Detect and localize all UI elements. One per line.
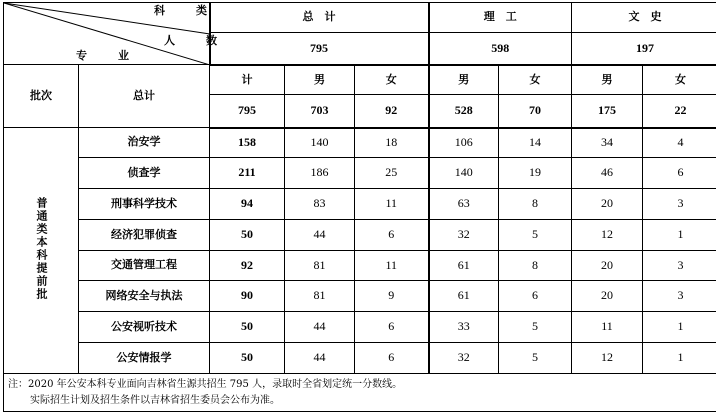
sum-science-female: 70 — [499, 95, 572, 128]
batch-name-cell — [4, 128, 79, 374]
cell-arts-female: 3 — [643, 281, 716, 312]
header-row-3 — [4, 65, 716, 95]
table-row — [4, 128, 716, 158]
column-group-arts: 文 史 — [572, 3, 716, 33]
header-row-1 — [4, 3, 716, 33]
major-name: 网络安全与执法 — [79, 281, 210, 312]
cell-male: 44 — [285, 312, 355, 343]
cell-science-female: 8 — [499, 251, 572, 281]
cell-female: 6 — [355, 343, 429, 374]
sub-header-science-female: 女 — [499, 65, 572, 95]
table-row — [4, 251, 716, 281]
major-name: 治安学 — [79, 128, 210, 158]
diagonal-label-category: 科 类 — [154, 4, 217, 17]
diagonal-label-major: 专 业 — [76, 49, 139, 62]
cell-arts-male: 34 — [572, 128, 643, 158]
sum-female: 92 — [355, 95, 429, 128]
cell-total: 90 — [210, 281, 285, 312]
table-row — [4, 220, 716, 251]
sub-header-arts-female: 女 — [643, 65, 716, 95]
major-name: 公安情报学 — [79, 343, 210, 374]
cell-arts-female: 3 — [643, 189, 716, 220]
total-header: 总计 — [79, 65, 210, 128]
cell-science-female: 5 — [499, 220, 572, 251]
cell-arts-female: 1 — [643, 343, 716, 374]
sub-header-female: 女 — [355, 65, 429, 95]
cell-science-female: 8 — [499, 189, 572, 220]
cell-arts-male: 20 — [572, 251, 643, 281]
cell-arts-female: 1 — [643, 312, 716, 343]
cell-science-male: 33 — [429, 312, 499, 343]
major-name: 刑事科学技术 — [79, 189, 210, 220]
cell-science-female: 6 — [499, 281, 572, 312]
cell-arts-male: 12 — [572, 343, 643, 374]
sum-arts-male: 175 — [572, 95, 643, 128]
batch-header: 批次 — [4, 65, 79, 128]
sub-header-arts-male: 男 — [572, 65, 643, 95]
note-cell — [4, 374, 716, 412]
cell-total: 211 — [210, 158, 285, 189]
note-row — [4, 374, 716, 412]
sub-header-male: 男 — [285, 65, 355, 95]
group-arts-value: 197 — [572, 33, 716, 65]
cell-female: 9 — [355, 281, 429, 312]
column-group-science: 理 工 — [429, 3, 572, 33]
cell-female: 6 — [355, 312, 429, 343]
cell-arts-female: 4 — [643, 128, 716, 158]
column-group-total: 总 计 — [210, 3, 429, 33]
table-row — [4, 312, 716, 343]
sum-total: 795 — [210, 95, 285, 128]
major-name: 侦查学 — [79, 158, 210, 189]
note-line-2: 实际招生计划及招生条件以吉林省招生委员会公布为准。 — [30, 394, 280, 406]
sum-arts-female: 22 — [643, 95, 716, 128]
cell-male: 186 — [285, 158, 355, 189]
table-row — [4, 158, 716, 189]
group-science-value: 598 — [429, 33, 572, 65]
cell-science-female: 5 — [499, 343, 572, 374]
cell-female: 18 — [355, 128, 429, 158]
cell-science-male: 106 — [429, 128, 499, 158]
major-name: 交通管理工程 — [79, 251, 210, 281]
enrollment-table — [3, 2, 716, 412]
cell-female: 11 — [355, 189, 429, 220]
table-row — [4, 189, 716, 220]
cell-arts-female: 6 — [643, 158, 716, 189]
cell-female: 6 — [355, 220, 429, 251]
table-row — [4, 343, 716, 374]
cell-arts-male: 20 — [572, 281, 643, 312]
table-row — [4, 281, 716, 312]
cell-male: 81 — [285, 281, 355, 312]
cell-arts-female: 1 — [643, 220, 716, 251]
cell-arts-male: 12 — [572, 220, 643, 251]
sum-science-male: 528 — [429, 95, 499, 128]
cell-total: 94 — [210, 189, 285, 220]
cell-science-male: 140 — [429, 158, 499, 189]
diagonal-label-count: 人 数 — [164, 34, 227, 47]
cell-total: 158 — [210, 128, 285, 158]
cell-arts-male: 11 — [572, 312, 643, 343]
cell-science-male: 61 — [429, 281, 499, 312]
cell-male: 140 — [285, 128, 355, 158]
cell-male: 44 — [285, 220, 355, 251]
cell-science-female: 14 — [499, 128, 572, 158]
cell-male: 44 — [285, 343, 355, 374]
cell-male: 83 — [285, 189, 355, 220]
cell-science-male: 61 — [429, 251, 499, 281]
note-line-1: 注：2020 年公安本科专业面向吉林省生源共招生 795 人，录取时全省划定统一分数线。 — [8, 378, 403, 390]
cell-arts-male: 46 — [572, 158, 643, 189]
sub-header-total: 计 — [210, 65, 285, 95]
cell-total: 50 — [210, 343, 285, 374]
cell-total: 92 — [210, 251, 285, 281]
cell-arts-female: 3 — [643, 251, 716, 281]
cell-total: 50 — [210, 220, 285, 251]
cell-male: 81 — [285, 251, 355, 281]
cell-science-male: 32 — [429, 343, 499, 374]
cell-science-female: 5 — [499, 312, 572, 343]
major-name: 公安视听技术 — [79, 312, 210, 343]
sub-header-science-male: 男 — [429, 65, 499, 95]
cell-female: 11 — [355, 251, 429, 281]
cell-female: 25 — [355, 158, 429, 189]
cell-science-male: 32 — [429, 220, 499, 251]
sum-male: 703 — [285, 95, 355, 128]
cell-science-male: 63 — [429, 189, 499, 220]
group-total-value: 795 — [210, 33, 429, 65]
cell-total: 50 — [210, 312, 285, 343]
major-name: 经济犯罪侦查 — [79, 220, 210, 251]
cell-arts-male: 20 — [572, 189, 643, 220]
diagonal-header-cell — [4, 3, 227, 65]
batch-name: 普通类本科提前批 — [35, 196, 49, 301]
cell-science-female: 19 — [499, 158, 572, 189]
